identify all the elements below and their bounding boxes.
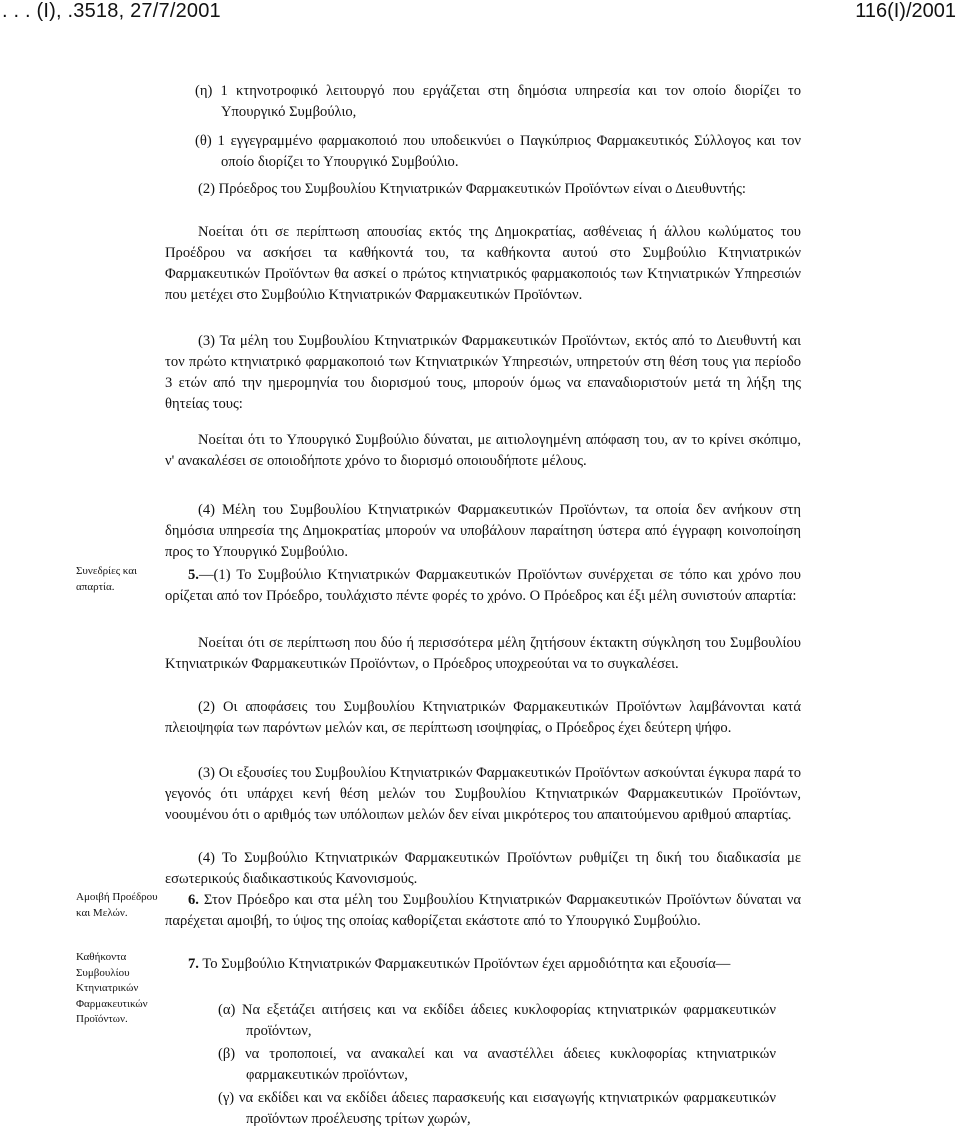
paragraph-section6 (165, 890, 801, 932)
paragraph-section5-4: (4) Το Συμβούλιο Κτηνιατρικών Φαρμακευτικών Προϊόντων ρυθμίζει τη δική του διαδικασία με εσωτερικούς διαδικαστικούς Κανονισμούς. (165, 850, 801, 887)
list-item-section7-c: (γ) να εκδίδει και να εκδίδει άδειες παρασκευής και εισαγωγής κτηνιατρικών φαρμακευτικών προϊόντων προέλευσης τρίτων χωρών, (218, 1090, 776, 1127)
margin-note-remuneration: Αμοιβή Προέδρου και Μελών. (76, 891, 158, 919)
paragraph-section7 (165, 954, 801, 975)
section5-number: 5. (188, 567, 199, 583)
section6-number: 6. (188, 892, 199, 908)
list-item-section7-a: (α) Να εξετάζει αιτήσεις και να εκδίδει άδειες κυκλοφορίας κτηνιατρικών φαρμακευτικών προϊόντων, (218, 1002, 776, 1039)
paragraph-section4-4: (4) Μέλη του Συμβουλίου Κτηνιατρικών Φαρμακευτικών Προϊόντων, τα οποία δεν ανήκουν στη δημόσια υπηρεσία της Δημοκρατίας μπορούν να υποβάλουν παραίτηση ύστερα από έγγραφη κοινοποίηση προς το Υπουργικό Συμβούλιο. (165, 502, 801, 560)
paragraph-section5-3: (3) Οι εξουσίες του Συμβουλίου Κτηνιατρικών Φαρμακευτικών Προϊόντων ασκούνται έγκυρα παρά το γεγονός ότι υπάρχει κενή θέση μελών του Συμβουλίου Κτηνιατρικών Φαρμακευτικών Προϊόντων, νοουμένου ότι ο αριθμός των υπόλοιπων μελών δεν είναι μικρότερος του απαιτούμενου αριθμού απαρτίας. (165, 765, 801, 823)
paragraph-section5-1-proviso: Νοείται ότι σε περίπτωση που δύο ή περισσότερα μέλη ζητήσουν έκτακτη σύγκληση του Συμβουλίου Κτηνιατρικών Φαρμακευτικών Προϊόντων, ο Πρόεδρος υποχρεούται να το συγκαλέσει. (165, 635, 801, 672)
list-item-section7-b: (β) να τροποποιεί, να ανακαλεί και να αναστέλλει άδειες κυκλοφορίας κτηνιατρικών φαρμακευτικών προϊόντων, (218, 1046, 776, 1083)
paragraph-section5-2: (2) Οι αποφάσεις του Συμβουλίου Κτηνιατρικών Φαρμακευτικών Προϊόντων λαμβάνονται κατά πλειοψηφία των παρόντων μελών και, σε περίπτωση ισοψηφίας, ο Πρόεδρος έχει δεύτερη ψήφο. (165, 699, 801, 736)
paragraph-section4-2: (2) Πρόεδρος του Συμβουλίου Κτηνιατρικών Φαρμακευτικών Προϊόντων είναι ο Διευθυντής: (198, 181, 746, 197)
section7-number: 7. (188, 956, 199, 972)
margin-note-duties: Καθήκοντα Συμβουλίου Κτηνιατρικών Φαρμακευτικών Προϊόντων. (76, 951, 148, 1025)
section5-1-text: —(1) Το Συμβούλιο Κτηνιατρικών Φαρμακευτικών Προϊόντων συνέρχεται σε τόπο και χρόνο που ορίζεται από τον Πρόεδρο, τουλάχιστο πέντε φορές το χρόνο. Ο Πρόεδρος και έξι μέλη συνιστούν απαρτία: (165, 567, 801, 604)
header-gazette-ref: . . . (Ι), .3518, 27/7/2001 (2, 0, 221, 22)
paragraph-section4-3: (3) Τα μέλη του Συμβουλίου Κτηνιατρικών Φαρμακευτικών Προϊόντων, εκτός από το Διευθυντή και τον πρώτο κτηνιατρικό φαρμακοποιό των Κτηνιατρικών Υπηρεσιών, υπηρετούν στη θέση τους για περίοδο 3 ετών από την ημερομηνία του διορισμού τους, μπορούν όμως να επαναδιοριστούν μετά τη λήξη της θητείας τους: (165, 333, 801, 412)
header-law-number: 116(Ι)/2001 (855, 0, 956, 22)
section7-text: Το Συμβούλιο Κτηνιατρικών Φαρμακευτικών Προϊόντων έχει αρμοδιότητα και εξουσία— (198, 956, 731, 972)
paragraph-section5-1 (165, 565, 801, 607)
margin-note-sessions: Συνεδρίες και απαρτία. (76, 565, 137, 593)
paragraph-section4-2-proviso: Νοείται ότι σε περίπτωση απουσίας εκτός της Δημοκρατίας, ασθένειας ή άλλου κωλύματος του Προέδρου να ασκήσει τα καθήκοντά του, τα καθήκοντα αυτού στο Συμβούλιο Κτηνιατρικών Φαρμακευτικών Προϊόντων θα ασκεί ο πρώτος κτηνιατρικός φαρμακοποιός των Κτηνιατρικών Υπηρεσιών που μετέχει στο Συμβούλιο Κτηνιατρικών Φαρμακευτικών Προϊόντων. (165, 224, 801, 303)
page-header (0, 0, 960, 30)
paragraph-section4-3-proviso: Νοείται ότι το Υπουργικό Συμβούλιο δύναται, με αιτιολογημένη απόφαση του, αν το κρίνει σκόπιμο, ν' ανακαλέσει σε οποιοδήποτε χρόνο το διορισμό οποιουδήποτε μέλους. (165, 432, 801, 469)
section6-text: Στον Πρόεδρο και στα μέλη του Συμβουλίου Κτηνιατρικών Φαρμακευτικών Προϊόντων δύναται να παρέχεται αμοιβή, το ύψος της οποίας καθορίζεται εκάστοτε από το Υπουργικό Συμβούλιο. (165, 892, 801, 929)
paragraph-theta: (θ) 1 εγγεγραμμένο φαρμακοποιό που υποδεικνύει ο Παγκύπριος Φαρμακευτικός Σύλλογος και τον οποίο διορίζει το Υπουργικό Συμβούλιο. (195, 133, 801, 170)
paragraph-eta: (η) 1 κτηνοτροφικό λειτουργό που εργάζεται στη δημόσια υπηρεσία και τον οποίο διορίζει το Υπουργικό Συμβούλιο, (195, 83, 801, 120)
